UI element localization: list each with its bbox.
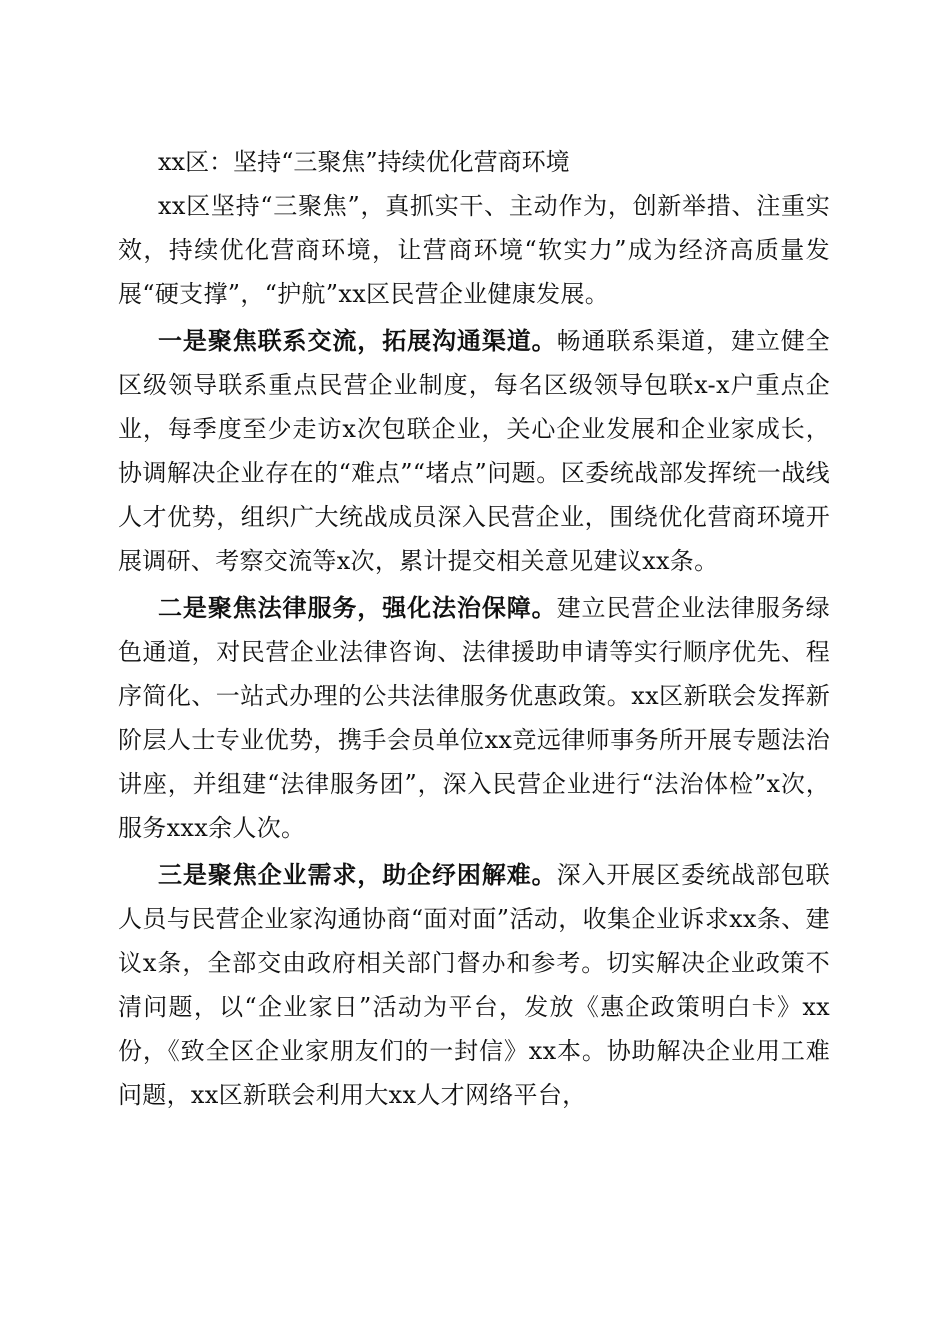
section-1-body: 畅通联系渠道，建立健全区级领导联系重点民营企业制度，每名区级领导包联x-x户重点企业，每季度至少走访x次包联企业，关心企业发展和企业家成长，协调解决企业存在的“难点”“堵点”问题。区委统战部发挥统一战线人才优势，组织广大统战成员深入民营企业，围绕优化营商环境开展调研、考察交流等x次，累计提交相关意见建议xx条。 xyxy=(118,327,830,575)
document-page xyxy=(118,140,830,1117)
section-paragraph-3 xyxy=(118,853,830,1117)
document-title: xx区：坚持“三聚焦”持续优化营商环境 xyxy=(158,148,570,176)
intro-paragraph: xx区坚持“三聚焦”，真抓实干、主动作为，创新举措、注重实效，持续优化营商环境，让营商环境“软实力”成为经济高质量发展“硬支撑”，“护航”xx区民营企业健康发展。 xyxy=(118,192,830,308)
section-2-body: 建立民营企业法律服务绿色通道，对民营企业法律咨询、法律援助申请等实行顺序优先、程序简化、一站式办理的公共法律服务优惠政策。xx区新联会发挥新阶层人士专业优势，携手会员单位xx竞远律师事务所开展专题法治讲座，并组建“法律服务团”，深入民营企业进行“法治体检”x次，服务xxx余人次。 xyxy=(118,594,830,842)
section-paragraph-2 xyxy=(118,586,830,850)
section-3-lead: 三是聚焦企业需求，助企纾困解难。 xyxy=(158,860,557,889)
section-1-lead: 一是聚焦联系交流，拓展沟通渠道。 xyxy=(158,326,557,355)
section-paragraph-1 xyxy=(118,319,830,583)
section-2-lead: 二是聚焦法律服务，强化法治保障。 xyxy=(158,593,557,622)
section-3-body: 深入开展区委统战部包联人员与民营企业家沟通协商“面对面”活动，收集企业诉求xx条、建议x条，全部交由政府相关部门督办和参考。切实解决企业政策不清问题，以“企业家日”活动为平台，发放《惠企政策明白卡》xx份，《致全区企业家朋友们的一封信》xx本。协助解决企业用工难问题，xx区新联会利用大xx人才网络平台， xyxy=(118,861,830,1109)
